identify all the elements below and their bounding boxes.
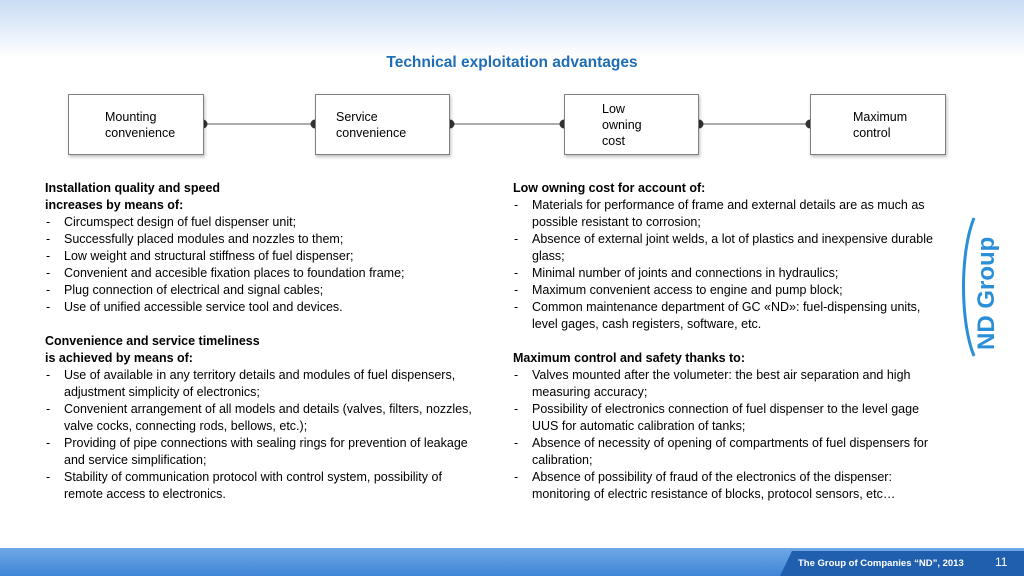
logo-text: ND Group: [973, 236, 1000, 350]
heading-line: Low owning cost for account of:: [513, 181, 706, 195]
footer-copyright: The Group of Companies “ND”, 2013: [798, 558, 964, 569]
list-item: - Common maintenance department of GC «ND»: fuel-dispensing units, level gages, cash registers, software, etc.: [513, 299, 943, 333]
flow-box-cost: [564, 94, 699, 155]
flow-box-label: Service convenience: [336, 109, 407, 140]
flow-box-service: [315, 94, 450, 155]
flow-box-label: Low owning cost: [602, 101, 642, 148]
nd-group-logo: [958, 212, 1008, 362]
flow-box-label: Mounting convenience: [105, 109, 176, 140]
list-item: - Absence of external joint welds, a lot of plastics and inexpensive durable glass;: [513, 231, 943, 265]
slide-title: Technical exploitation advantages: [386, 54, 638, 71]
heading-line: is achieved by means of:: [45, 351, 193, 365]
bullet-list: [513, 367, 943, 503]
flow-diagram: [0, 90, 1024, 160]
list-item: - Circumspect design of fuel dispenser unit;: [45, 214, 480, 231]
header-band: [0, 0, 1024, 58]
page-number: 11: [995, 555, 1008, 569]
list-item: - Minimal number of joints and connections in hydraulics;: [513, 265, 943, 282]
list-item: - Valves mounted after the volumeter: the best air separation and high measuring accuracy;: [513, 367, 943, 401]
list-item: - Successfully placed modules and nozzles to them;: [45, 231, 480, 248]
flow-box-label: Maximum control: [853, 109, 908, 140]
bullet-list: [45, 214, 480, 316]
list-item: - Convenient arrangement of all models and details (valves, filters, nozzles, valve cocks, connecting rods, bellows, etc.);: [45, 401, 480, 435]
heading-line: Maximum control and safety thanks to:: [513, 351, 745, 365]
right-column: [513, 180, 943, 520]
heading-line: Installation quality and speed: [45, 181, 221, 195]
bullet-list: [45, 367, 480, 503]
list-item: - Absence of necessity of opening of compartments of fuel dispensers for calibration;: [513, 435, 943, 469]
list-item: - Low weight and structural stiffness of fuel dispenser;: [45, 248, 480, 265]
heading-line: Convenience and service timeliness: [45, 334, 260, 348]
list-item: - Convenient and accesible fixation places to foundation frame;: [45, 265, 480, 282]
flow-box-control: [810, 94, 946, 155]
list-item: - Possibility of electronics connection of fuel dispenser to the level gage UUS for automatic calibration of tanks;: [513, 401, 943, 435]
section-heading: [45, 180, 480, 214]
list-item: - Use of available in any territory details and modules of fuel dispensers, adjustment simplicity of electronics;: [45, 367, 480, 401]
list-item: - Stability of communication protocol with control system, possibility of remote access to electronics.: [45, 469, 480, 503]
list-item: - Maximum convenient access to engine and pump block;: [513, 282, 943, 299]
section-heading: [513, 350, 943, 367]
heading-line: increases by means of:: [45, 198, 184, 212]
list-item: - Use of unified accessible service tool and devices.: [45, 299, 480, 316]
bullet-list: [513, 197, 943, 333]
list-item: - Providing of pipe connections with sealing rings for prevention of leakage and service simplification;: [45, 435, 480, 469]
left-column: [45, 180, 480, 520]
section-heading: [513, 180, 943, 197]
flow-box-mounting: [68, 94, 204, 155]
list-item: - Plug connection of electrical and signal cables;: [45, 282, 480, 299]
list-item: - Materials for performance of frame and external details are as much as possible resistant to corrosion;: [513, 197, 943, 231]
list-item: - Absence of possibility of fraud of the electronics of the dispenser: monitoring of electric resistance of blocks, protocol sensors, etc…: [513, 469, 943, 503]
logo-icon: [958, 212, 1008, 362]
section-heading: [45, 333, 480, 367]
